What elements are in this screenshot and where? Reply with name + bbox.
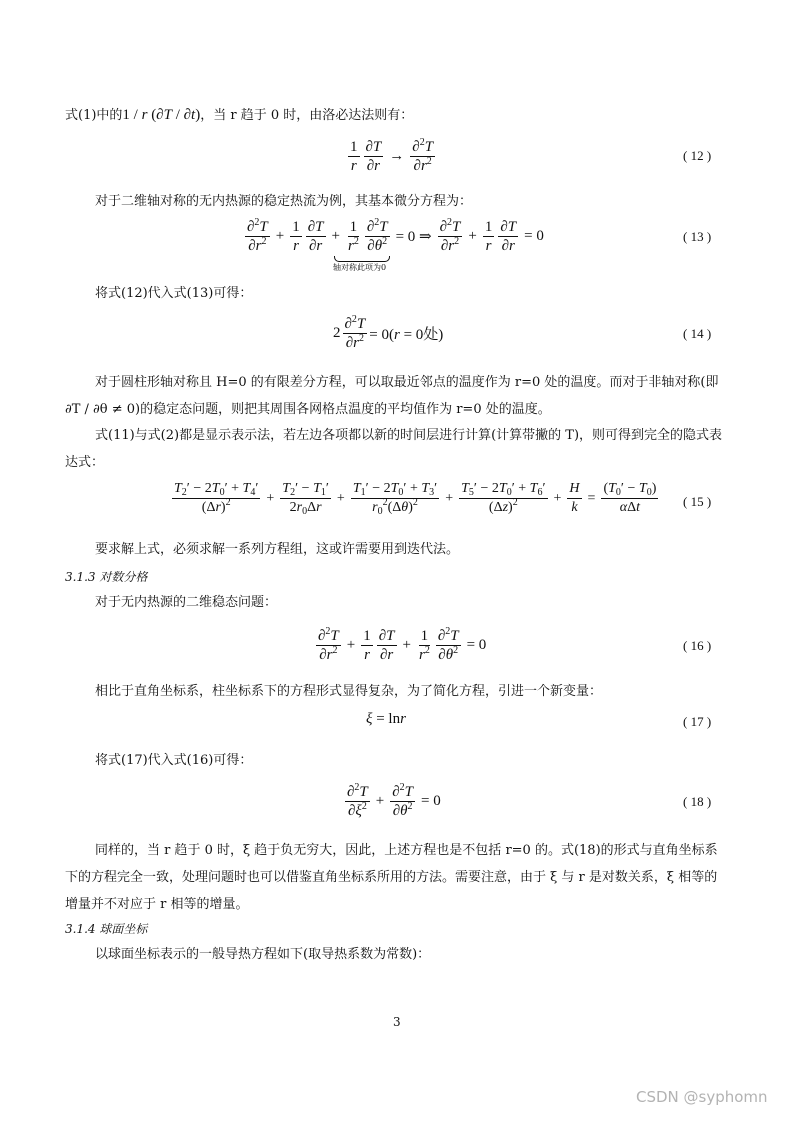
paragraph-2: 对于二维轴对称的无内热源的稳定热流为例，其基本微分方程为：	[95, 194, 473, 209]
page-number: 3	[393, 1015, 401, 1029]
paragraph-10: 同样的，当 r 趋于 0 时，ξ 趋于负无穷大，因此，上述方程也是不包括 r=0 的。式(18)的形式与直角坐标系下的方程完全一致，处理问题时也可以借鉴直角坐标系所用的方法。需要注意，由于 ξ 与 r 是对数关系，ξ 相等的增量并不对应于 r 相等的增量。	[65, 843, 718, 912]
section-heading-313: 3.1.3 对数分格	[65, 570, 148, 584]
eq-number-15: ( 15 )	[683, 494, 712, 509]
paragraph-9: 将式(17)代入式(16)可得：	[95, 753, 253, 768]
eq-number-14: ( 14 )	[683, 326, 712, 341]
eq-number-16: ( 16 )	[683, 638, 712, 653]
paragraph-4: 对于圆柱形轴对称且 H=0 的有限差分方程，可以取最近邻点的温度作为 r=0 处的温度。而对于非轴对称(即 ∂T / ∂θ ≠ 0)的稳定态问题，则把其周围各网格点温度的平均值作为 r=0 处的温度。	[65, 375, 719, 417]
watermark: CSDN @syphomn	[636, 1088, 768, 1106]
equation-15: $T_2' - 2T_0' + T_4'$ $(\Delta r)^2$ + $\frac{T_2' - T_1'}{2r_0\Delta r}$ + $\frac{T_1' - 2T_0' + T_3'}{r_0^2(\Delta\theta)^2}$ + $\frac{T_5' - 2T_0' + T_6'}{(\Delta z)^2}$ + $\frac{H}{k}$ = $(T_0' - T_0)$ αΔt	[174, 481, 657, 517]
paragraph-11: 以球面坐标表示的一般导热方程如下(取导热系数为常数)：	[95, 947, 431, 962]
paragraph-7: 对于无内热源的二维稳态问题：	[95, 595, 278, 610]
equation-13: ∂$^2$T $\partial r^2$ + $\frac{1}{r}$ ∂T ∂r + $\frac{1}{r^2}$ $\frac{\partial^2T}{\partial\theta^2}$ = 0 ⇒ ∂$^2$T $\partial r^2$ + $\frac{1}{r}$ $\frac{\partial T}{\partial r}$ = 0	[247, 217, 544, 254]
brace-note: 轴对称此项为0	[333, 263, 387, 272]
eq-number-17: ( 17 )	[683, 714, 712, 729]
paragraph-1: 式(1)中的1 / r (∂T / ∂t)，当 r 趋于 0 时，由洛必达法则有：	[65, 107, 414, 123]
eq-number-18: ( 18 )	[683, 794, 712, 809]
equation-18: ∂$^2$T $\partial\xi^2$ + $\frac{\partial^2T}{\partial\theta^2}$ = 0	[347, 782, 441, 819]
equation-16: ∂$^2$T $\partial r^2$ + $\frac{1}{r}$ ∂T ∂r + $\frac{1}{r^2}$ $\frac{\partial^2T}{\partial\theta^2}$ = 0	[318, 626, 487, 663]
paragraph-8: 相比于直角坐标系，柱坐标系下的方程形式显得复杂，为了简化方程，引进一个新变量：	[95, 684, 603, 699]
equation-12: 1 r ∂T ∂r → ∂$^2$T $\partial r^2$	[350, 137, 434, 174]
section-heading-314: 3.1.4 球面坐标	[65, 922, 148, 936]
paragraph-5: 式(11)与式(2)都是显示表示法，若左边各项都以新的时间层进行计算(计算带撇的 T)，则可得到完全的隐式表达式：	[65, 428, 723, 470]
equation-14: 2 $\frac{\partial^2T}{\partial r^2}$ = 0(r = 0处)	[333, 314, 444, 351]
paragraph-6: 要求解上式，必须求解一系列方程组，这或许需要用到迭代法。	[95, 542, 460, 557]
equation-17: ξ = lnr	[366, 711, 406, 727]
paragraph-3: 将式(12)代入式(13)可得：	[95, 286, 253, 301]
eq-number-13: ( 13 )	[683, 229, 712, 244]
eq-number-12: ( 12 )	[683, 148, 712, 163]
